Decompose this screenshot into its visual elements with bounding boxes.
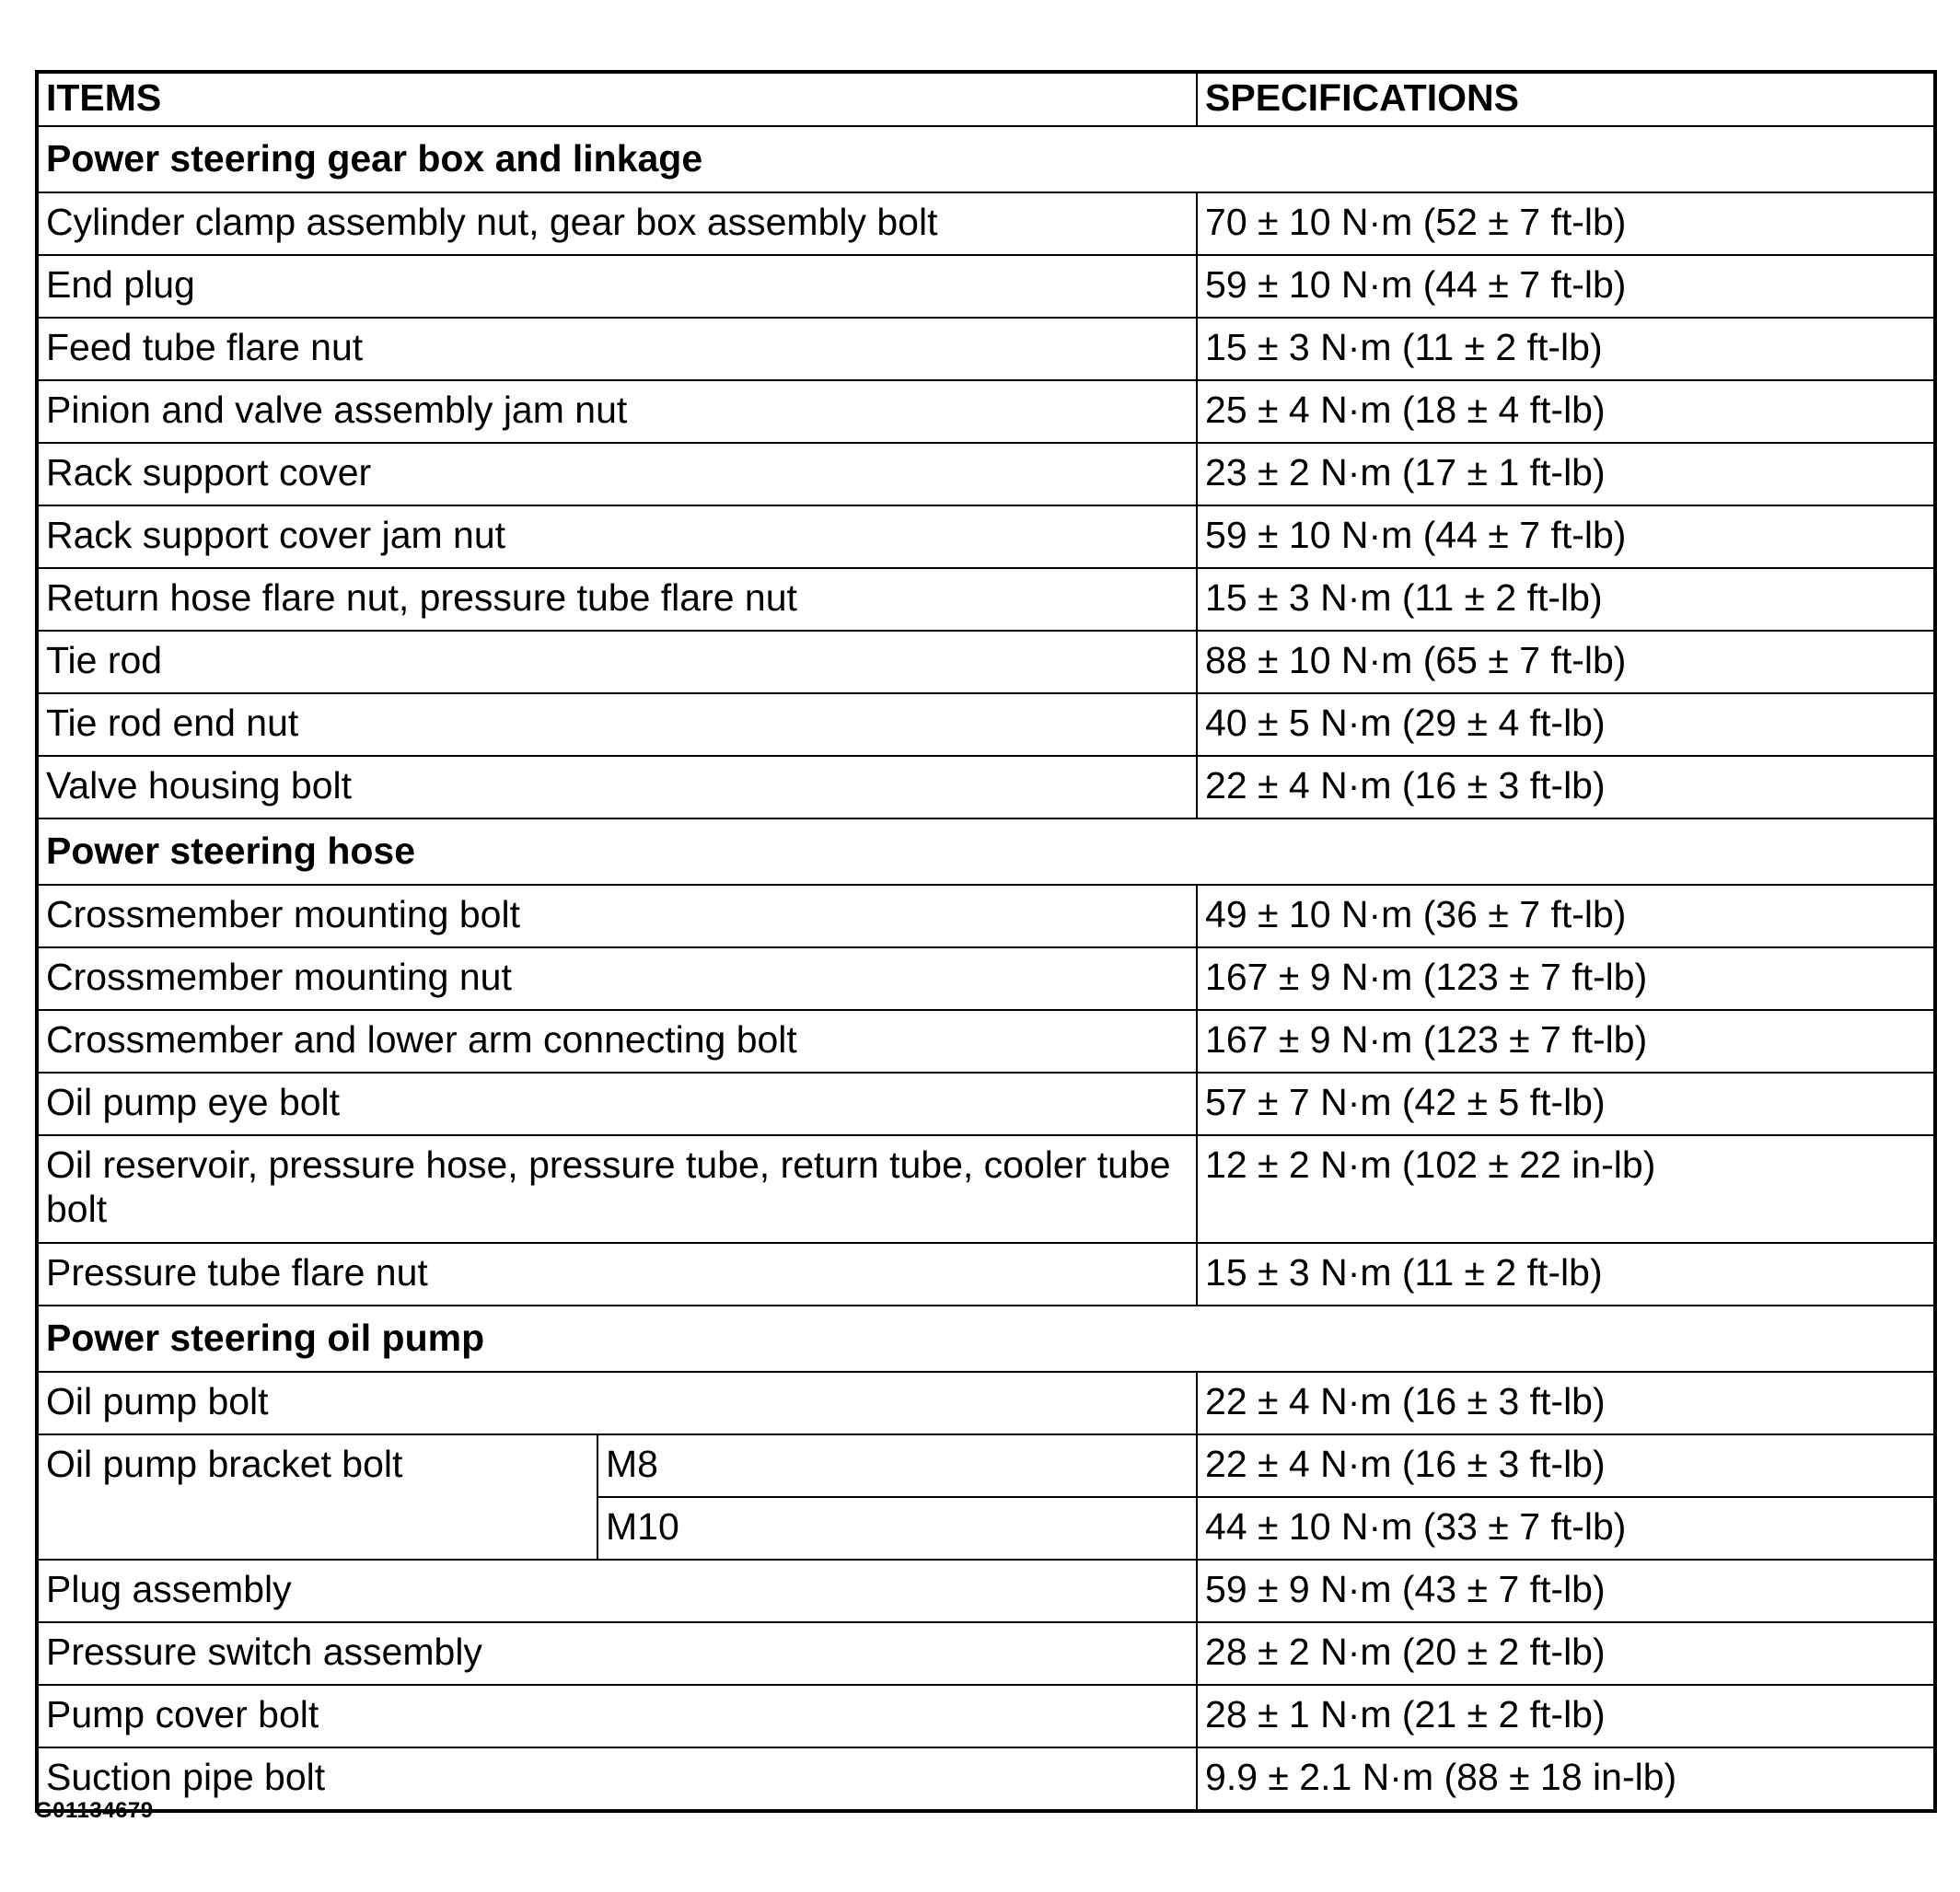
spec-cell: 9.9 ± 2.1 N·m (88 ± 18 in-lb) <box>1197 1747 1935 1811</box>
spec-cell: 25 ± 4 N·m (18 ± 4 ft-lb) <box>1197 380 1935 443</box>
spec-cell: 57 ± 7 N·m (42 ± 5 ft-lb) <box>1197 1073 1935 1135</box>
spec-cell: 88 ± 10 N·m (65 ± 7 ft-lb) <box>1197 631 1935 693</box>
table-row <box>37 1372 1935 1434</box>
spec-cell: 59 ± 10 N·m (44 ± 7 ft-lb) <box>1197 255 1935 318</box>
table-row <box>37 1434 1935 1497</box>
figure-id-label: G01134679 <box>35 1798 154 1823</box>
item-cell: Return hose flare nut, pressure tube flare nut <box>37 568 1197 631</box>
section-title: Power steering gear box and linkage <box>37 126 1935 192</box>
item-cell: Crossmember mounting bolt <box>37 885 1197 947</box>
item-cell: Rack support cover <box>37 443 1197 505</box>
spec-cell: 44 ± 10 N·m (33 ± 7 ft-lb) <box>1197 1497 1935 1560</box>
table-row <box>37 505 1935 568</box>
table-row <box>37 1135 1935 1243</box>
table-row <box>37 1747 1935 1811</box>
specifications-column-header: SPECIFICATIONS <box>1197 72 1935 126</box>
spec-cell: 167 ± 9 N·m (123 ± 7 ft-lb) <box>1197 947 1935 1010</box>
item-cell: Crossmember and lower arm connecting bolt <box>37 1010 1197 1073</box>
item-cell: Oil reservoir, pressure hose, pressure tube, return tube, cooler tube bolt <box>37 1135 1197 1243</box>
spec-cell: 49 ± 10 N·m (36 ± 7 ft-lb) <box>1197 885 1935 947</box>
table-row <box>37 631 1935 693</box>
spec-cell: 15 ± 3 N·m (11 ± 2 ft-lb) <box>1197 318 1935 380</box>
table-row <box>37 1560 1935 1622</box>
item-cell: Pressure tube flare nut <box>37 1243 1197 1306</box>
item-cell: Feed tube flare nut <box>37 318 1197 380</box>
item-cell: Pressure switch assembly <box>37 1622 1197 1685</box>
table-row <box>37 947 1935 1010</box>
items-column-header: ITEMS <box>37 72 1197 126</box>
table-row <box>37 1073 1935 1135</box>
size-cell: M10 <box>597 1497 1197 1560</box>
spec-cell: 22 ± 4 N·m (16 ± 3 ft-lb) <box>1197 756 1935 818</box>
spec-cell: 15 ± 3 N·m (11 ± 2 ft-lb) <box>1197 1243 1935 1306</box>
item-cell: Oil pump bracket bolt <box>37 1434 597 1560</box>
table-row <box>37 443 1935 505</box>
table-row <box>37 380 1935 443</box>
table-row <box>37 1685 1935 1747</box>
table-row <box>37 568 1935 631</box>
item-cell: Oil pump eye bolt <box>37 1073 1197 1135</box>
table-row <box>37 1243 1935 1306</box>
table-row <box>37 756 1935 818</box>
spec-cell: 70 ± 10 N·m (52 ± 7 ft-lb) <box>1197 192 1935 255</box>
table-row <box>37 885 1935 947</box>
item-cell: Pinion and valve assembly jam nut <box>37 380 1197 443</box>
section-row <box>37 1306 1935 1372</box>
spec-cell: 59 ± 10 N·m (44 ± 7 ft-lb) <box>1197 505 1935 568</box>
item-cell: Plug assembly <box>37 1560 1197 1622</box>
spec-cell: 167 ± 9 N·m (123 ± 7 ft-lb) <box>1197 1010 1935 1073</box>
spec-cell: 59 ± 9 N·m (43 ± 7 ft-lb) <box>1197 1560 1935 1622</box>
table-row <box>37 255 1935 318</box>
section-title: Power steering hose <box>37 818 1935 885</box>
table-row <box>37 693 1935 756</box>
item-cell: Cylinder clamp assembly nut, gear box assembly bolt <box>37 192 1197 255</box>
table-row <box>37 318 1935 380</box>
table-row <box>37 192 1935 255</box>
item-cell: Tie rod end nut <box>37 693 1197 756</box>
item-cell: Suction pipe bolt <box>37 1747 1197 1811</box>
torque-spec-table <box>35 70 1937 1813</box>
item-cell: Valve housing bolt <box>37 756 1197 818</box>
spec-cell: 28 ± 1 N·m (21 ± 2 ft-lb) <box>1197 1685 1935 1747</box>
table-row <box>37 1622 1935 1685</box>
item-cell: Oil pump bolt <box>37 1372 1197 1434</box>
item-cell: Rack support cover jam nut <box>37 505 1197 568</box>
table-row <box>37 1010 1935 1073</box>
table-header-row <box>37 72 1935 126</box>
section-title: Power steering oil pump <box>37 1306 1935 1372</box>
spec-cell: 40 ± 5 N·m (29 ± 4 ft-lb) <box>1197 693 1935 756</box>
size-cell: M8 <box>597 1434 1197 1497</box>
item-cell: End plug <box>37 255 1197 318</box>
section-row <box>37 818 1935 885</box>
spec-cell: 22 ± 4 N·m (16 ± 3 ft-lb) <box>1197 1372 1935 1434</box>
item-cell: Crossmember mounting nut <box>37 947 1197 1010</box>
spec-cell: 28 ± 2 N·m (20 ± 2 ft-lb) <box>1197 1622 1935 1685</box>
section-row <box>37 126 1935 192</box>
item-cell: Pump cover bolt <box>37 1685 1197 1747</box>
item-cell: Tie rod <box>37 631 1197 693</box>
spec-cell: 23 ± 2 N·m (17 ± 1 ft-lb) <box>1197 443 1935 505</box>
spec-cell: 22 ± 4 N·m (16 ± 3 ft-lb) <box>1197 1434 1935 1497</box>
spec-cell: 15 ± 3 N·m (11 ± 2 ft-lb) <box>1197 568 1935 631</box>
spec-cell: 12 ± 2 N·m (102 ± 22 in-lb) <box>1197 1135 1935 1243</box>
